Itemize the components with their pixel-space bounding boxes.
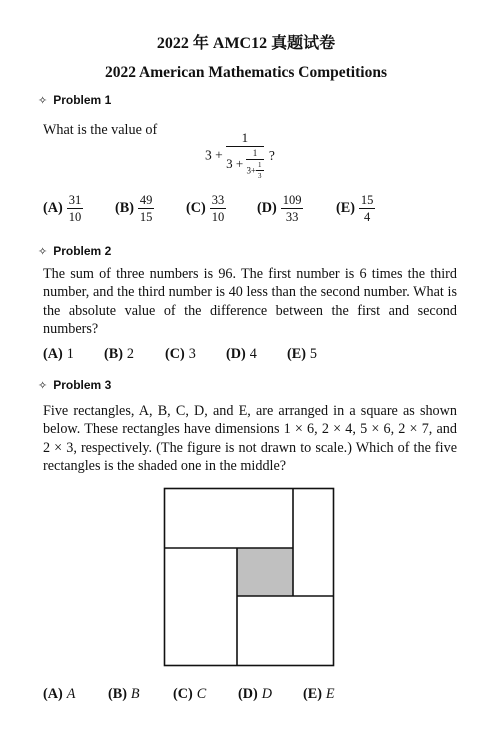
problem-3-text: Five rectangles, A, B, C, D, and E, are arranged in a square as shown below. These rectangles have dimensions 1 × 6, 2 × 4, 5 × 6, 2 × 7, and 2 × 3, respectively. (The figure is not drawn to scale.) Which of the five rectangles is the shaded one in the middle?	[43, 403, 457, 475]
problem-1-expression: 3 + 1 3 + 1 3+ $\frac{1}{3}$ ?	[205, 130, 275, 180]
problem-1-choice-a[interactable]: (A) $\frac{31}{10}$	[43, 193, 82, 224]
problem-1-choice-e[interactable]: (E) $\frac{15}{4}$	[336, 193, 374, 224]
four-pointed-star-icon: ✧	[38, 94, 48, 107]
problem-1-text: What is the value of	[43, 122, 158, 138]
page-title: 2022 年 AMC12 真题试卷	[156, 35, 336, 52]
problem-1-choice-b[interactable]: (B) $\frac{49}{15}$	[115, 193, 153, 224]
problem-2-choice-c[interactable]: (C) 3	[165, 346, 196, 362]
problem-2-heading: ✧ Problem 2	[38, 244, 112, 258]
problem-3-choice-d[interactable]: (D) D	[238, 686, 272, 702]
problem-3-choice-e[interactable]: (E) E	[303, 686, 335, 702]
problem-1-heading: ✧ Problem 1	[38, 93, 112, 107]
problem-3-choice-c[interactable]: (C) C	[173, 686, 207, 702]
problem-3-choice-b[interactable]: (B) B	[108, 686, 140, 702]
four-pointed-star-icon: ✧	[38, 245, 48, 258]
problem-1-choice-d[interactable]: (D) $\frac{109}{33}$	[257, 193, 302, 224]
problem-2-text: The sum of three numbers is 96. The first number is 6 times the third number, and the third number is 40 less than the second number. What is the absolute value of the difference between the first and second numbers?	[43, 266, 457, 338]
rectangles-figure	[160, 484, 338, 670]
problem-2-choice-e[interactable]: (E) 5	[287, 346, 318, 362]
problem-3-choice-a[interactable]: (A) A	[43, 686, 76, 702]
problem-2-choice-b[interactable]: (B) 2	[104, 346, 135, 362]
problem-3-heading: ✧ Problem 3	[38, 378, 112, 392]
problem-2-choice-a[interactable]: (A) 1	[43, 346, 74, 362]
problem-2-choice-d[interactable]: (D) 4	[226, 346, 257, 362]
shaded-rectangle	[237, 548, 293, 596]
problem-1-choice-c[interactable]: (C) $\frac{33}{10}$	[186, 193, 225, 224]
page-subtitle: 2022 American Mathematics Competitions	[105, 64, 387, 81]
four-pointed-star-icon: ✧	[38, 379, 48, 392]
